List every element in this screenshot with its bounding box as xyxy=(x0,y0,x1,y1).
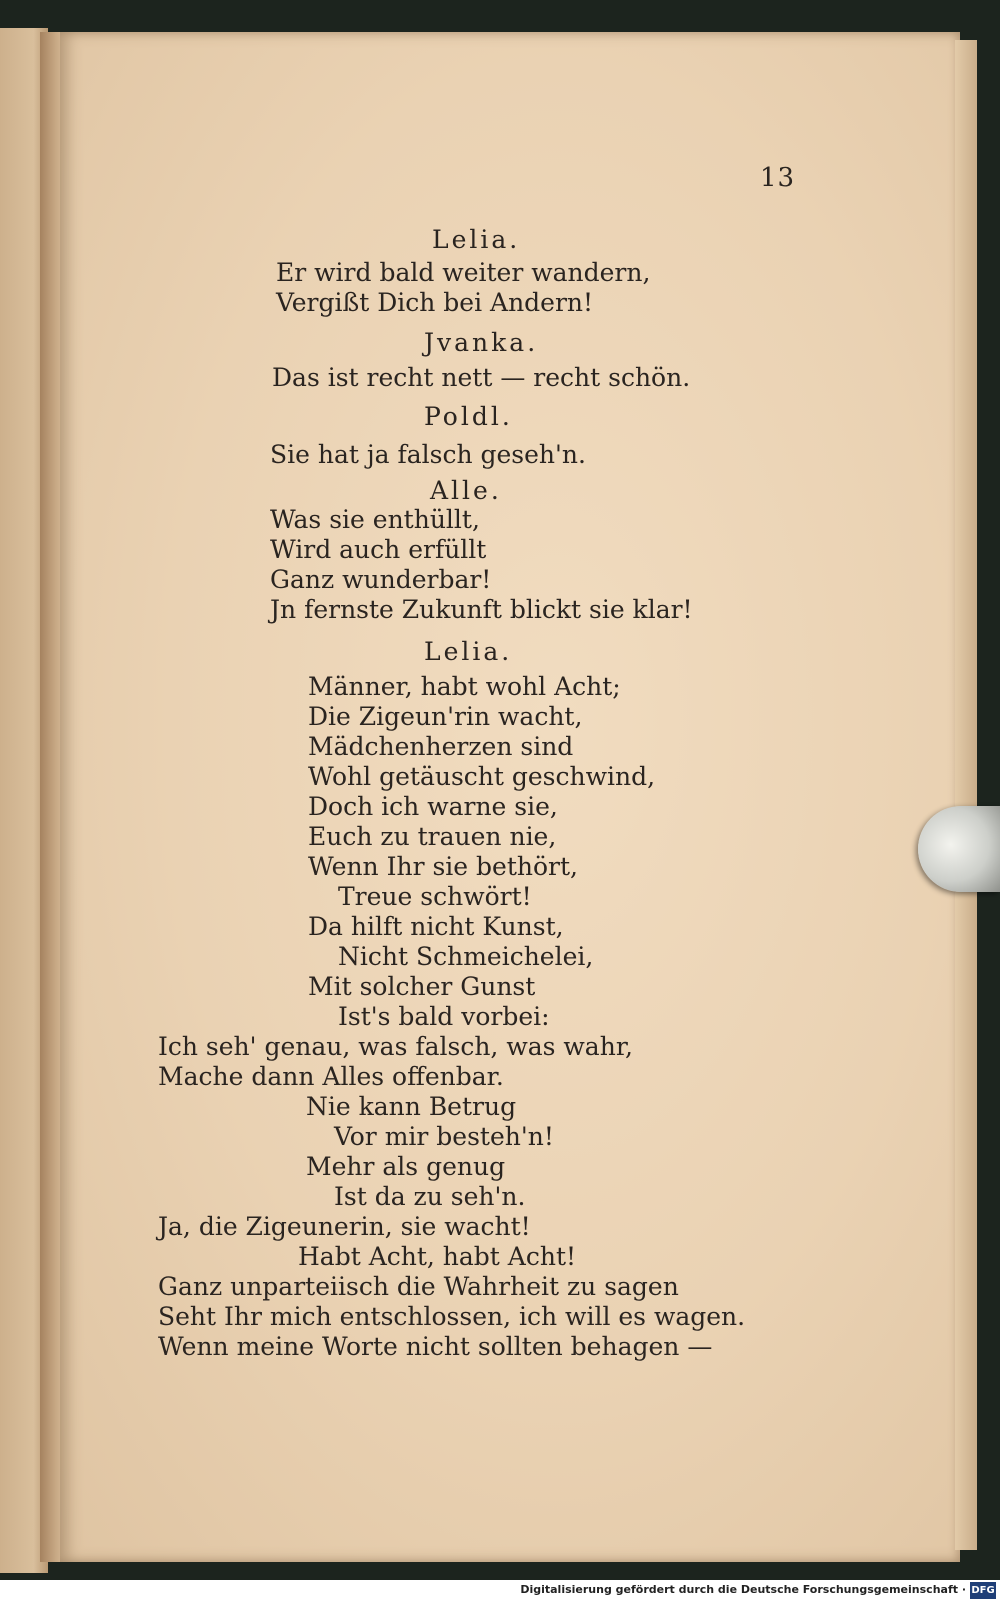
speaker-name: Jvanka. xyxy=(424,328,539,357)
verse-line: Wenn Ihr sie bethört, xyxy=(308,852,578,881)
page-stack-edge xyxy=(955,40,977,1550)
verse-line: Nie kann Betrug xyxy=(306,1092,517,1121)
verse-line: Wird auch erfüllt xyxy=(270,535,487,564)
verse-line: Ganz unparteiisch die Wahrheit zu sagen xyxy=(158,1272,679,1301)
verse-line: Mache dann Alles offenbar. xyxy=(158,1062,504,1091)
speaker-name: Alle. xyxy=(430,476,502,505)
verse-line: Euch zu trauen nie, xyxy=(308,822,557,851)
verse-line: Sie hat ja falsch geseh'n. xyxy=(270,440,586,469)
verse-line: Ja, die Zigeunerin, sie wacht! xyxy=(158,1212,531,1241)
verse-line: Treue schwört! xyxy=(338,882,532,911)
page-clip xyxy=(918,806,1000,892)
verse-line: Die Zigeun'rin wacht, xyxy=(308,702,583,731)
verse-line: Ich seh' genau, was falsch, was wahr, xyxy=(158,1032,633,1061)
speaker-name: Lelia. xyxy=(424,637,513,666)
verse-line: Was sie enthüllt, xyxy=(270,505,480,534)
funding-notice: Digitalisierung gefördert durch die Deutsche Forschungsgemeinschaft · xyxy=(520,1583,966,1596)
verse-line: Habt Acht, habt Acht! xyxy=(298,1242,577,1271)
verse-line: Vor mir besteh'n! xyxy=(334,1122,554,1151)
verse-line: Nicht Schmeichelei, xyxy=(338,942,594,971)
verse-line: Da hilft nicht Kunst, xyxy=(308,912,564,941)
footer-bar xyxy=(0,1580,1000,1603)
verse-line: Ist da zu seh'n. xyxy=(334,1182,526,1211)
verse-line: Er wird bald weiter wandern, xyxy=(276,258,651,287)
verse-line: Wohl getäuscht geschwind, xyxy=(308,762,656,791)
speaker-name: Lelia. xyxy=(432,225,521,254)
verse-line: Mit solcher Gunst xyxy=(308,972,536,1001)
speaker-name: Poldl. xyxy=(424,402,513,431)
verse-line: Das ist recht nett — recht schön. xyxy=(272,363,691,392)
verse-line: Seht Ihr mich entschlossen, ich will es wagen. xyxy=(158,1302,746,1331)
verse-line: Wenn meine Worte nicht sollten behagen — xyxy=(158,1332,713,1361)
verse-line: Mädchenherzen sind xyxy=(308,732,574,761)
verse-line: Jn fernste Zukunft blickt sie klar! xyxy=(270,595,693,624)
verse-line: Ist's bald vorbei: xyxy=(338,1002,550,1031)
verse-line: Vergißt Dich bei Andern! xyxy=(276,288,594,317)
dfg-logo: DFG xyxy=(970,1582,996,1599)
page-number: 13 xyxy=(760,163,796,193)
verse-line: Doch ich warne sie, xyxy=(308,792,558,821)
verse-line: Ganz wunderbar! xyxy=(270,565,492,594)
verse-line: Mehr als genug xyxy=(306,1152,506,1181)
verse-line: Männer, habt wohl Acht; xyxy=(308,672,621,701)
